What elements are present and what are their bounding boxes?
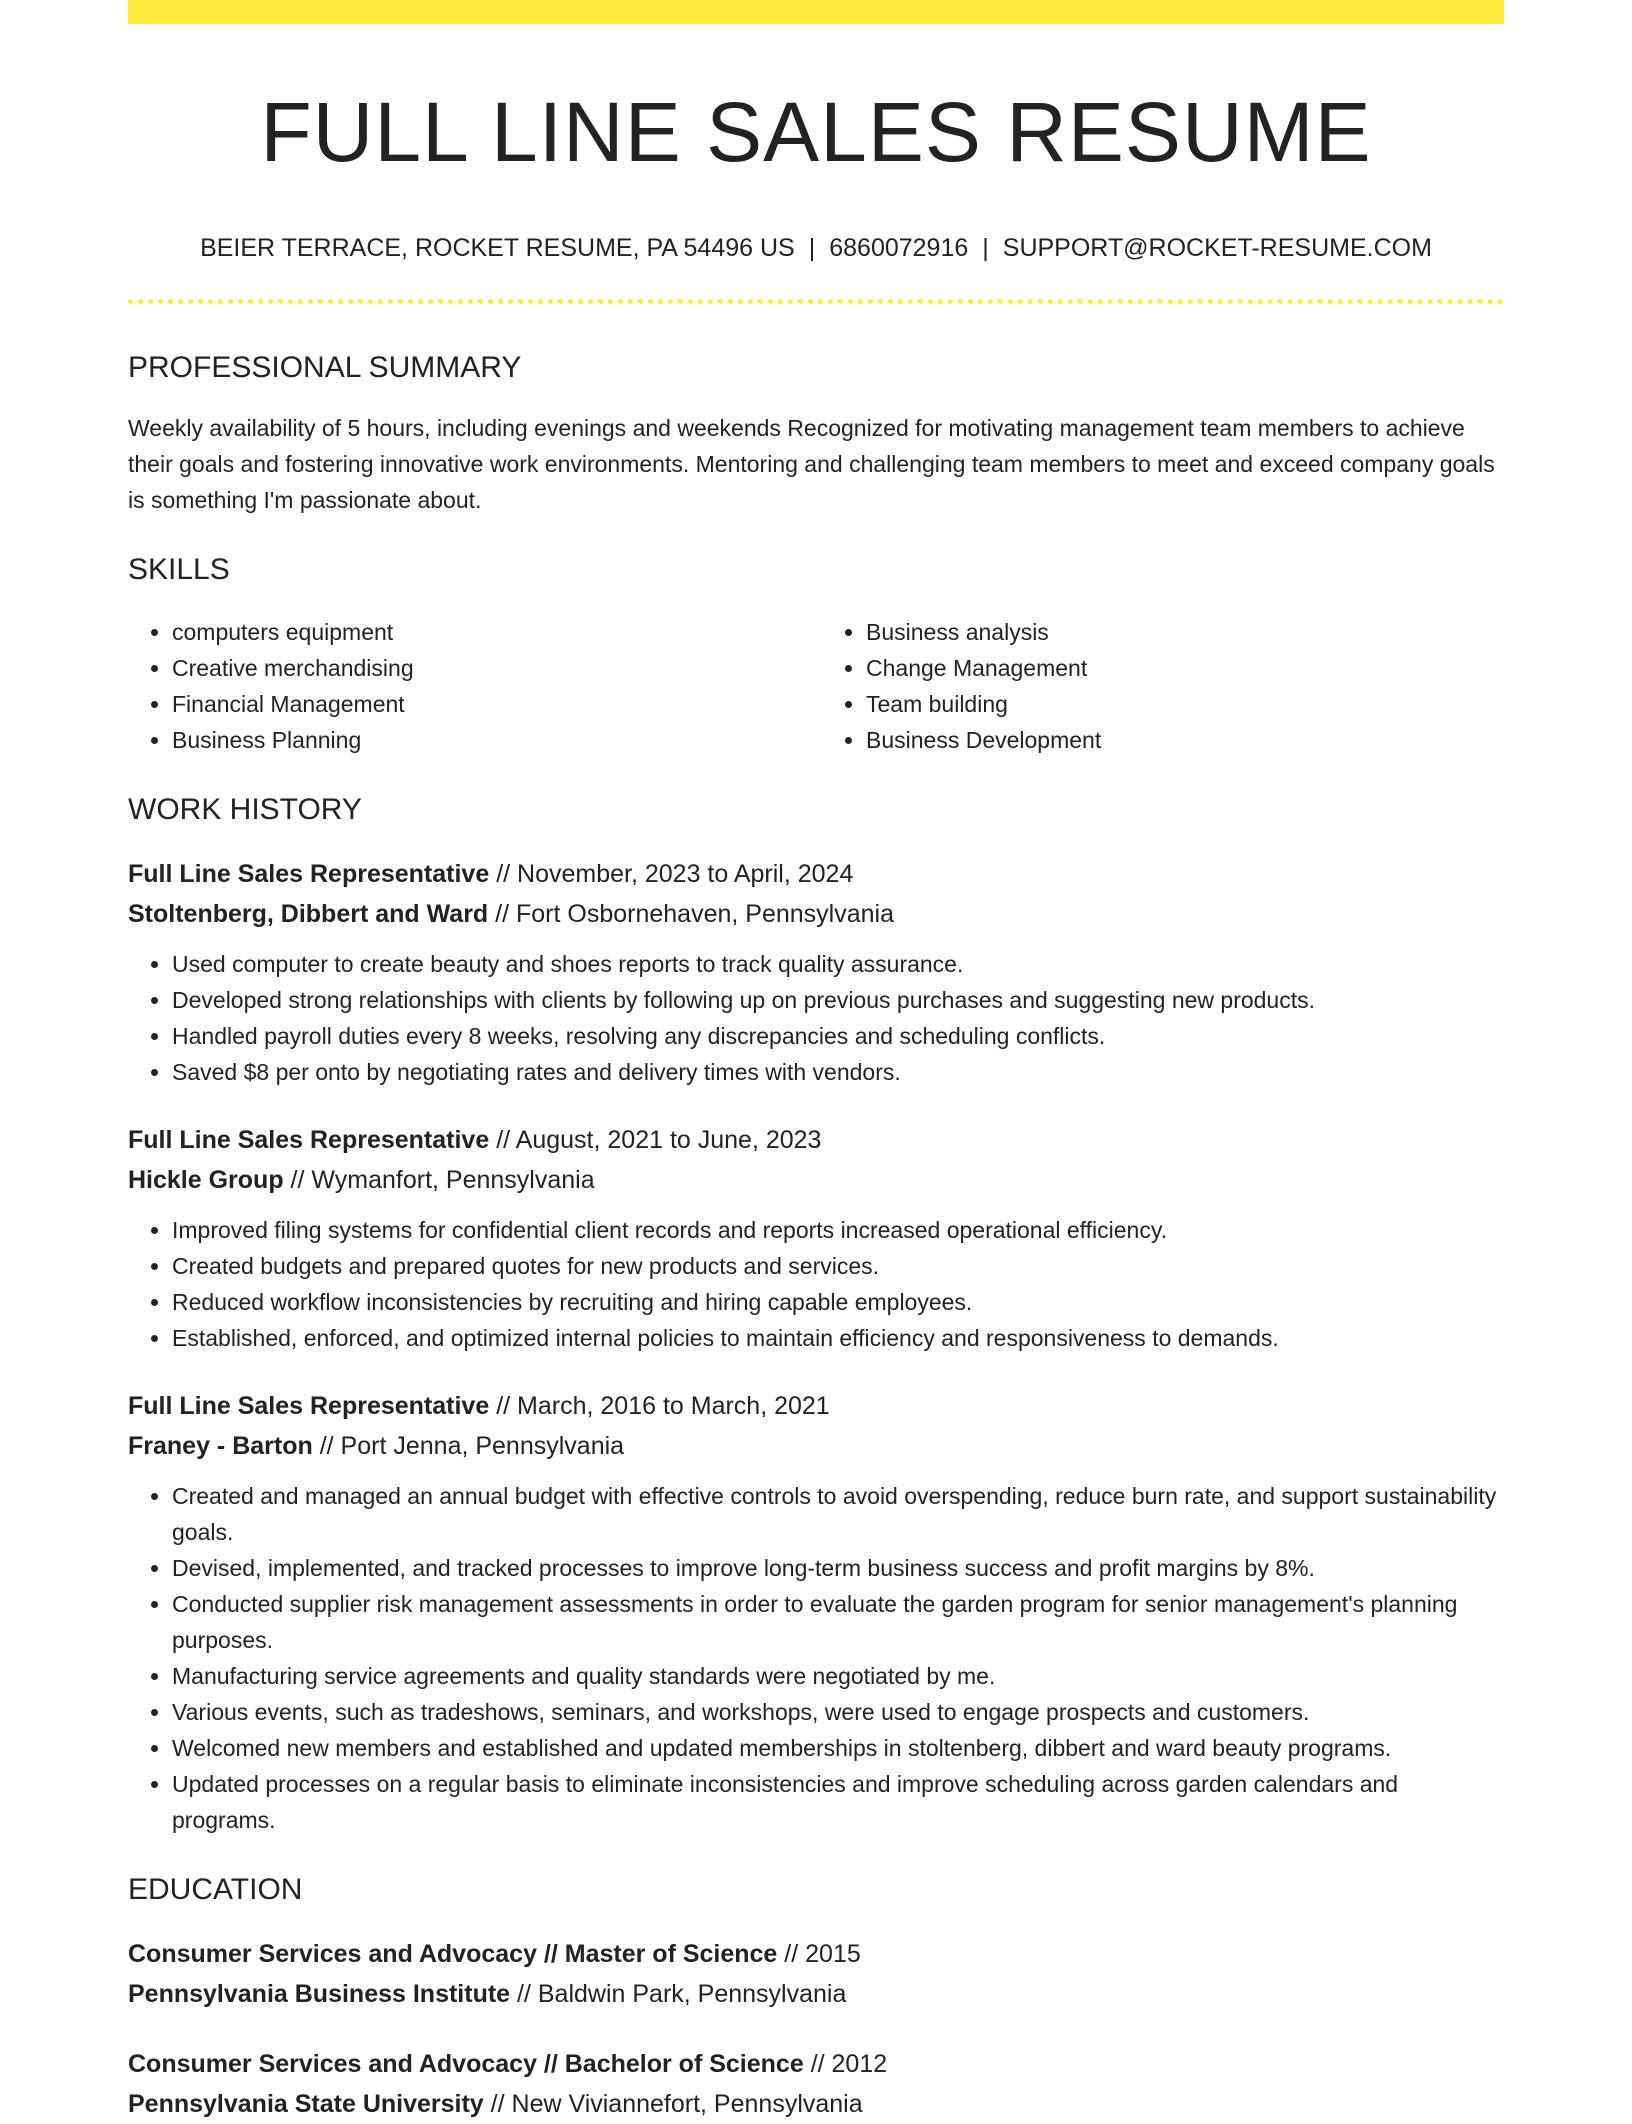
job-dates: // November, 2023 to April, 2024 [496,859,854,888]
job-title: Full Line Sales Representative [128,1391,490,1420]
job-bullet: • Saved $8 per onto by negotiating rates and delivery times with vendors. [172,1054,1504,1090]
top-accent-bar [128,0,1504,24]
job-entry [128,1386,1504,1838]
skill-item: • Business analysis [866,614,1504,650]
summary-heading: PROFESSIONAL SUMMARY [128,350,522,384]
skill-item: • Change Management [866,650,1504,686]
job-title-line [128,1386,1504,1426]
job-dates: // March, 2016 to March, 2021 [496,1391,830,1420]
job-bullet: • Created budgets and prepared quotes for new products and services. [172,1248,1504,1284]
contact-separator: | [982,233,989,262]
resume-title: FULL LINE SALES RESUME [260,85,1372,179]
contact-email: SUPPORT@ROCKET-RESUME.COM [1002,233,1432,262]
job-title: Full Line Sales Representative [128,1125,490,1154]
job-location: // Fort Osbornehaven, Pennsylvania [495,899,894,928]
education-heading: EDUCATION [128,1872,303,1906]
job-bullet: • Handled payroll duties every 8 weeks, resolving any discrepancies and scheduling conflicts. [172,1018,1504,1054]
education-location: // New Viviannefort, Pennsylvania [490,2089,863,2118]
job-bullets [128,946,1504,1090]
job-bullets [128,1478,1504,1838]
job-company-line [128,1426,1504,1466]
job-dates: // August, 2021 to June, 2023 [496,1125,822,1154]
contact-separator: | [808,233,816,262]
education-school: Pennsylvania Business Institute [128,1979,511,2008]
skills-heading: SKILLS [128,552,230,586]
job-location: // Wymanfort, Pennsylvania [290,1165,595,1194]
job-bullet: • Improved filing systems for confidential client records and reports increased operational efficiency. [172,1212,1504,1248]
dotted-divider [128,299,1504,304]
job-bullet: • Manufacturing service agreements and quality standards were negotiated by me. [172,1658,1504,1694]
education-school-line [128,1974,1504,2014]
contact-address: BEIER TERRACE, ROCKET RESUME, PA 54496 US [200,233,795,262]
summary-text: Weekly availability of 5 hours, including evenings and weekends Recognized for motivating management team members to achieve their goals and fostering innovative work environments. Mentoring and challenging team members to meet and exceed company goals is something I'm passionate about. [128,414,1495,513]
job-bullets [128,1212,1504,1356]
skill-item: • Business Planning [172,722,816,758]
education-school: Pennsylvania State University [128,2089,484,2118]
resume-page [128,0,1504,2124]
job-company: Franey - Barton [128,1431,313,1460]
education-degree: Consumer Services and Advocacy // Master of Science [128,1939,778,1968]
job-company: Hickle Group [128,1165,284,1194]
job-bullet: • Conducted supplier risk management assessments in order to evaluate the garden program for senior management's planning purposes. [172,1586,1504,1658]
job-bullet: • Used computer to create beauty and shoes reports to track quality assurance. [172,946,1504,982]
skill-item: • computers equipment [172,614,816,650]
skills-column-left [128,614,816,758]
skills-column-right [816,614,1504,758]
job-bullet: • Developed strong relationships with clients by following up on previous purchases and suggesting new products. [172,982,1504,1018]
skill-item: • Team building [866,686,1504,722]
education-entry [128,1934,1504,2014]
job-title: Full Line Sales Representative [128,859,490,888]
education-school-line [128,2084,1504,2124]
job-bullet: • Established, enforced, and optimized internal policies to maintain efficiency and responsiveness to demands. [172,1320,1504,1356]
contact-line [128,233,1504,263]
job-title-line [128,1120,1504,1160]
job-bullet: • Reduced workflow inconsistencies by recruiting and hiring capable employees. [172,1284,1504,1320]
skill-item: • Creative merchandising [172,650,816,686]
education-location: // Baldwin Park, Pennsylvania [517,1979,847,2008]
education-year: // 2012 [810,2049,888,2078]
job-title-line [128,854,1504,894]
job-company-line [128,1160,1504,1200]
job-entry [128,854,1504,1090]
job-bullet: • Various events, such as tradeshows, seminars, and workshops, were used to engage prospects and customers. [172,1694,1504,1730]
job-company: Stoltenberg, Dibbert and Ward [128,899,489,928]
job-entry [128,1120,1504,1356]
education-degree-line [128,2044,1504,2084]
education-degree-line [128,1934,1504,1974]
job-company-line [128,894,1504,934]
contact-phone: 6860072916 [829,233,969,262]
job-bullet: • Welcomed new members and established and updated memberships in stoltenberg, dibbert and ward beauty programs. [172,1730,1504,1766]
work-history-heading: WORK HISTORY [128,792,362,826]
education-degree: Consumer Services and Advocacy // Bachelor of Science [128,2049,804,2078]
skill-item: • Financial Management [172,686,816,722]
job-bullet: • Updated processes on a regular basis to eliminate inconsistencies and improve scheduling across garden calendars and programs. [172,1766,1504,1838]
job-location: // Port Jenna, Pennsylvania [319,1431,625,1460]
skill-item: • Business Development [866,722,1504,758]
education-year: // 2015 [784,1939,861,1968]
job-bullet: • Created and managed an annual budget with effective controls to avoid overspending, reduce burn rate, and support sustainability goals. [172,1478,1504,1550]
skills-list [128,614,1504,758]
job-bullet: • Devised, implemented, and tracked processes to improve long-term business success and profit margins by 8%. [172,1550,1504,1586]
